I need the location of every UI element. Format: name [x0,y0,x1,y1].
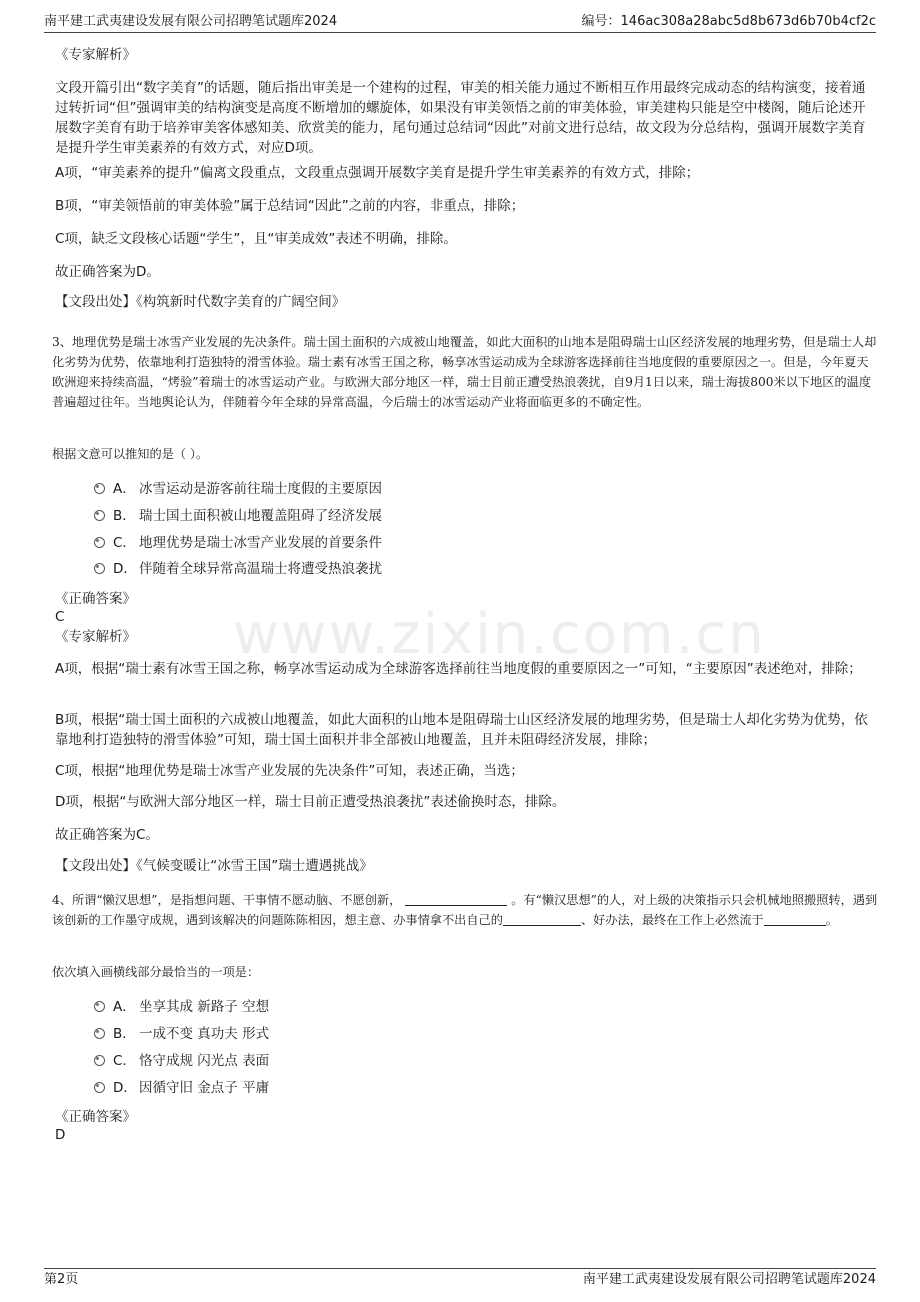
q4-stem-part: 。 [825,913,838,927]
option-letter: C． [113,535,136,551]
q3-answer: C [55,609,65,625]
option-text: 地理优势是瑞士冰雪产业发展的首要条件 [139,535,382,551]
q3-analysis-option-c: C项，根据“地理优势是瑞士冰雪产业发展的先决条件”可知，表述正确，当选； [55,763,524,779]
q2-analysis-option-c: C项，缺乏文段核心话题“学生”，且“审美成效”表述不明确，排除。 [55,231,457,247]
q3-stem: 3、地理优势是瑞士冰雪产业发展的先决条件。瑞士国土面积的六成被山地覆盖，如此大面积的山地本是阻碍瑞士山区经济发展的地理劣势，但是瑞士人却化劣势为优势，依靠地利打造独特的滑雪体验。瑞士素有冰雪王国之称，畅享冰雪运动成为全球游客选择前往当地度假的重要原因之一。但是，今年夏天欧洲迎来持续高温，“烤验”着瑞士的冰雪运动产业。与欧洲大部分地区一样，瑞士目前正遭受热浪袭扰，自9月1日以来，瑞士海拔800米以下地区的温度普遍超过往年。当地舆论认为，伴随着今年全球的异常高温，今后瑞士的冰雪运动产业将面临更多的不确定性。 [52,335,877,409]
fill-blank [503,912,581,926]
q4-answer: D [55,1127,66,1143]
q2-analysis-paragraph: 文段开篇引出“数字美育”的话题，随后指出审美是一个建构的过程，审美的相关能力通过不断相互作用最终完成动态的结构演变，接着通过转折词“但”强调审美的结构演变是高度不断增加的螺旋体，如果没有审美领悟之前的审美体验，审美建构只能是空中楼阁，随后论述开展数字美育有助于培养审美客体感知美、欣赏美的能力，尾句通过总结词“因此”对前文进行总结，故文段为分总结构，强调开展数字美育是提升学生审美素养的有效方式，对应D项。 [55,80,866,156]
q4-stem-part: 。有“懒汉思想”的人，对上级的决策指示只会机械地照搬照转，遇到该创新的工作墨守成规，遇到该解决的问题陈陈相因，想主意、办事情拿不出自己的 [52,893,878,927]
q2-analysis-option-b: B项，“审美领悟前的审美体验”属于总结词“因此”之前的内容，非重点，排除； [55,198,525,214]
option-text: 坐享其成 新路子 空想 [139,999,270,1015]
q4-option-d[interactable] [94,1078,269,1098]
q3-answer-heading: 《正确答案》 [55,591,136,607]
q3-analysis-option-d: D项，根据“与欧洲大部分地区一样，瑞士目前正遭受热浪袭扰”表述偷换时态，排除。 [55,794,566,810]
q3-option-a[interactable] [94,479,382,499]
radio-icon[interactable] [94,563,105,574]
option-text: 恪守成规 闪光点 表面 [139,1053,270,1069]
radio-icon[interactable] [94,1055,105,1066]
header-serial: 编号：146ac308a28abc5d8b673d6b70b4cf2c [581,14,876,29]
option-letter: C． [113,1053,136,1069]
header-title: 南平建工武夷建设发展有限公司招聘笔试题库2024 [44,14,338,29]
q3-option-c[interactable] [94,533,382,553]
q2-source: 【文段出处】《构筑新时代数字美育的广阔空间》 [55,294,346,310]
q3-option-d[interactable] [94,559,382,579]
page-number: 第2页 [44,1272,79,1287]
option-text: 因循守旧 金点子 平庸 [139,1080,270,1096]
q4-option-b[interactable] [94,1024,269,1044]
page-footer [44,1268,876,1289]
q3-analysis-option-a: A项，根据“瑞士素有冰雪王国之称，畅享冰雪运动成为全球游客选择前往当地度假的重要原因之一”可知，“主要原因”表述绝对，排除； [55,661,862,677]
option-text: 一成不变 真功夫 形式 [139,1026,270,1042]
q3-conclusion: 故正确答案为C。 [55,827,159,843]
radio-icon[interactable] [94,510,105,521]
fill-blank [764,912,826,926]
q4-option-c[interactable] [94,1051,269,1071]
q4-option-a[interactable] [94,997,269,1017]
option-letter: B． [113,508,136,524]
q4-stem [52,890,878,930]
option-text: 伴随着全球异常高温瑞士将遭受热浪袭扰 [139,561,382,577]
q4-stem-part: 、好办法，最终在工作上必然流于 [580,913,764,927]
radio-icon[interactable] [94,1028,105,1039]
radio-icon[interactable] [94,1001,105,1012]
q2-analysis-option-a: A项，“审美素养的提升”偏离文段重点，文段重点强调开展数字美育是提升学生审美素养的有效方式，排除； [55,165,700,181]
radio-icon[interactable] [94,1082,105,1093]
footer-title: 南平建工武夷建设发展有限公司招聘笔试题库2024 [582,1272,876,1287]
option-text: 冰雪运动是游客前往瑞士度假的主要原因 [139,481,382,497]
option-letter: D． [113,561,137,577]
q3-source: 【文段出处】《气候变暖让“冰雪王国”瑞士遭遇挑战》 [55,858,373,874]
q3-analysis-heading: 《专家解析》 [55,629,136,645]
option-text: 瑞士国土面积被山地覆盖阻碍了经济发展 [139,508,382,524]
radio-icon[interactable] [94,483,105,494]
q3-option-b[interactable] [94,506,382,526]
q4-question: 依次填入画横线部分最恰当的一项是： [52,965,260,979]
option-letter: D． [113,1080,137,1096]
q2-analysis-heading: 《专家解析》 [55,47,136,63]
option-letter: A． [113,999,136,1015]
fill-blank [405,892,507,906]
q2-conclusion: 故正确答案为D。 [55,264,160,280]
radio-icon[interactable] [94,537,105,548]
q3-question: 根据文意可以推知的是（ ）。 [52,447,209,461]
option-letter: A． [113,481,136,497]
option-letter: B． [113,1026,136,1042]
q4-answer-heading: 《正确答案》 [55,1109,136,1125]
q4-stem-part: 4、所谓“懒汉思想”，是指想问题、干事情不愿动脑、不愿创新， [52,893,402,907]
watermark: www.zixin.com.cn [233,602,766,667]
q3-analysis-option-b: B项，根据“瑞士国土面积的六成被山地覆盖，如此大面积的山地本是阻碍瑞士山区经济发展的地理劣势，但是瑞士人却化劣势为优势，依靠地利打造独特的滑雪体验”可知，瑞士国土面积并非全部被山地覆盖，且并未阻碍经济发展，排除； [55,712,868,748]
page-header [44,12,876,33]
